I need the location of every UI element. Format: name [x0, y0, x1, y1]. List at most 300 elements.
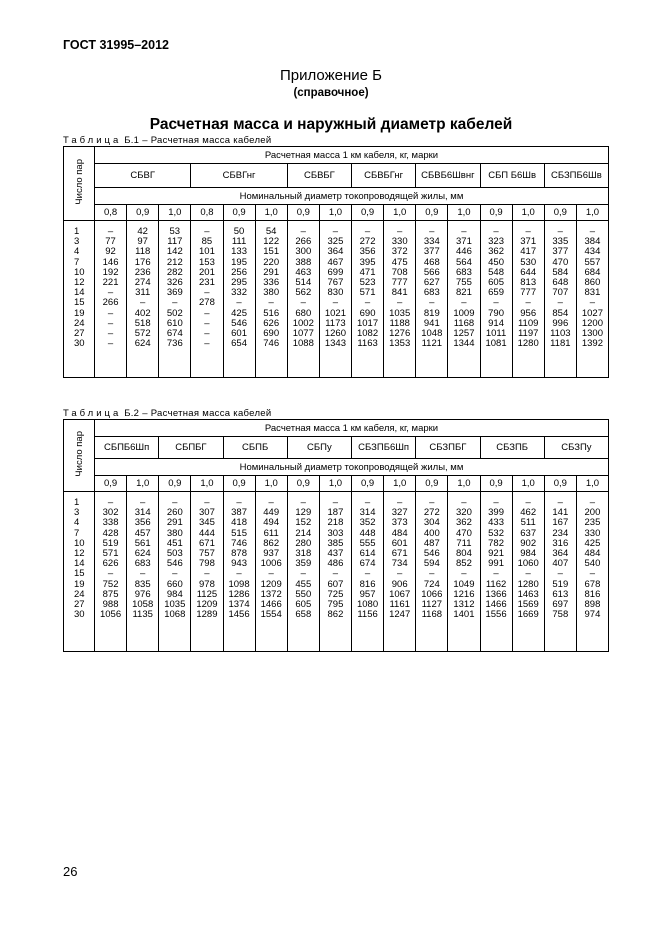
pairs-value: 3: [74, 236, 80, 248]
mass-value: 572: [134, 327, 151, 339]
mass-value: 330: [391, 236, 408, 248]
mass-value: 470: [552, 256, 569, 268]
mass-value: 1289: [196, 609, 218, 621]
mass-value: 654: [231, 338, 247, 350]
mass-value: 352: [359, 517, 376, 529]
mass-value: 484: [584, 547, 601, 559]
mass-value: –: [493, 297, 499, 309]
mass-value: 862: [263, 537, 280, 549]
mass-value: 1343: [324, 338, 346, 350]
mass-value: 707: [552, 287, 569, 299]
mass-value: 816: [584, 588, 601, 600]
mass-value: –: [236, 297, 242, 309]
mass-value: 1392: [581, 338, 603, 350]
mass-value: 314: [134, 507, 151, 519]
mass-value: 550: [295, 588, 312, 600]
mass-column: [127, 492, 159, 652]
mass-column: [384, 492, 416, 652]
mass-value: 50: [233, 226, 245, 237]
mass-value: 1163: [357, 338, 378, 350]
diameter-cell: 0,9: [127, 205, 159, 221]
pairs-value: 7: [74, 527, 80, 539]
table1-caption: [63, 135, 271, 146]
mass-value: 514: [295, 276, 312, 288]
diameter-cell: 1,0: [448, 476, 480, 492]
mass-value: 433: [488, 517, 504, 529]
mass-value: 1200: [581, 317, 603, 329]
mass-value: –: [300, 297, 306, 309]
brand-header: СБВБ6Швнг: [416, 164, 480, 188]
mass-value: 607: [327, 578, 344, 590]
mass-value: 311: [135, 287, 151, 299]
mass-value: 804: [456, 547, 472, 559]
mass-column: [544, 221, 576, 378]
mass-value: 371: [456, 236, 472, 248]
mass-value: 192: [102, 266, 119, 278]
mass-value: 484: [391, 527, 408, 539]
mass-value: 1173: [325, 317, 346, 329]
mass-column: [319, 492, 351, 652]
mass-value: –: [204, 307, 210, 319]
mass-value: 1035: [389, 307, 411, 319]
mass-column: [448, 492, 480, 652]
mass-value: 266: [295, 236, 312, 248]
mass-value: 336: [263, 276, 280, 288]
mass-value: 988: [102, 598, 119, 610]
mass-value: 303: [327, 527, 344, 539]
mass-value: 425: [231, 307, 247, 319]
mass-value: 1569: [517, 598, 539, 610]
mass-value: 711: [456, 537, 472, 549]
mass-value: –: [140, 568, 146, 580]
mass-value: 1209: [196, 598, 218, 610]
pairs-value: 10: [74, 537, 85, 549]
mass-value: 118: [135, 246, 151, 258]
mass-value: 571: [102, 547, 119, 559]
mass-value: 471: [359, 266, 376, 278]
mass-column: [95, 492, 127, 652]
mass-value: 708: [391, 266, 408, 278]
mass-value: 835: [134, 578, 151, 590]
diameter-cell: 0,9: [544, 476, 576, 492]
appendix-title: Приложение Б: [280, 67, 382, 84]
mass-value: 129: [295, 507, 312, 519]
mass-value: 291: [263, 266, 280, 278]
mass-value: –: [107, 226, 114, 237]
mass-column: [191, 492, 223, 652]
mass-value: 562: [295, 287, 312, 299]
pairs-value: 15: [74, 568, 85, 580]
brand-header: СБП Б6Шв: [480, 164, 544, 188]
mass-value: 425: [584, 537, 601, 549]
mass-value: 212: [166, 256, 183, 268]
mass-value: 557: [584, 256, 601, 268]
mass-value: 316: [552, 537, 569, 549]
diameter-cell: 1,0: [384, 476, 416, 492]
brand-header: СБПБ: [223, 437, 287, 459]
mass-value: 1312: [453, 598, 475, 610]
mass-value: 519: [552, 578, 569, 590]
pairs-value: 12: [74, 547, 85, 559]
mass-value: 373: [391, 517, 408, 529]
mass-value: –: [557, 226, 563, 237]
mass-value: 605: [488, 276, 504, 288]
mass-value: 1017: [356, 317, 379, 329]
mass-value: 991: [488, 558, 504, 570]
mass-value: 546: [166, 558, 183, 570]
pairs-count-label: Число пар: [73, 159, 85, 205]
mass-value: –: [429, 297, 435, 309]
diameter-cell: 0,9: [416, 205, 448, 221]
mass-value: 854: [552, 307, 569, 319]
mass-value: 1058: [132, 598, 154, 610]
mass-value: –: [107, 287, 114, 299]
table1: [63, 146, 609, 378]
table2-caption-text: Б.2 – Расчетная масса кабелей: [124, 408, 272, 419]
mass-value: 605: [295, 598, 312, 610]
mass-value: 548: [488, 266, 504, 278]
diameter-cell: 0,9: [159, 476, 191, 492]
diameter-cell: 1,0: [255, 205, 287, 221]
mass-value: 1109: [517, 317, 539, 329]
mass-value: –: [172, 497, 178, 508]
mass-value: 307: [199, 507, 215, 519]
mass-value: 984: [520, 547, 537, 559]
mass-value: 678: [584, 578, 601, 590]
mass-value: 468: [423, 256, 440, 268]
pairs-value: 24: [74, 588, 85, 600]
pairs-value: 4: [74, 246, 80, 258]
diameter-cell: 1,0: [384, 205, 416, 221]
mass-value: –: [429, 497, 435, 508]
mass-value: 546: [423, 547, 440, 559]
mass-column: [416, 492, 448, 652]
mass-value: 444: [199, 527, 215, 539]
mass-value: 813: [520, 276, 537, 288]
mass-value: 798: [199, 558, 215, 570]
mass-value: –: [589, 497, 596, 508]
mass-value: 795: [327, 598, 344, 610]
mass-value: 450: [488, 256, 504, 268]
mass-value: 1181: [550, 338, 571, 350]
mass-value: 418: [231, 517, 247, 529]
mass-value: 475: [391, 256, 408, 268]
table1-caption-word: Таблица: [63, 135, 122, 146]
mass-value: 1081: [485, 338, 507, 350]
mass-column: [287, 492, 319, 652]
mass-value: 1280: [517, 338, 539, 350]
mass-column: [127, 221, 159, 378]
mass-value: 1168: [421, 609, 443, 621]
mass-value: –: [493, 568, 499, 580]
mass-column: [512, 221, 544, 378]
mass-value: 1286: [228, 588, 250, 600]
mass-value: 399: [488, 507, 504, 519]
mass-column: [95, 221, 127, 378]
mass-value: 1209: [260, 578, 282, 590]
mass-value: 1125: [196, 588, 218, 600]
diameter-cell: 1,0: [255, 476, 287, 492]
mass-value: 318: [295, 547, 312, 559]
diameter-cell: 1,0: [127, 476, 159, 492]
mass-value: 697: [552, 598, 569, 610]
mass-value: 256: [231, 266, 247, 278]
mass-value: 266: [102, 297, 119, 309]
mass-column: [255, 221, 287, 378]
brand-header: СБЗПБ: [480, 437, 544, 459]
mass-column: [159, 221, 191, 378]
mass-value: 1060: [517, 558, 539, 570]
diameter-cell: 0,9: [480, 205, 512, 221]
mass-value: 1077: [292, 327, 314, 339]
mass-value: 176: [134, 256, 151, 268]
mass-value: 1466: [485, 598, 507, 610]
mass-value: 330: [584, 527, 601, 539]
mass-value: 683: [134, 558, 151, 570]
mass-value: 302: [102, 507, 119, 519]
mass-value: 387: [231, 507, 247, 519]
mass-value: 601: [231, 327, 247, 339]
diameter-cell: 0,9: [352, 476, 384, 492]
pairs-value: 24: [74, 317, 85, 329]
diameter-cell: 0,9: [95, 476, 127, 492]
mass-value: 449: [263, 507, 280, 519]
mass-value: 457: [134, 527, 151, 539]
mass-column: [191, 221, 223, 378]
mass-value: 502: [166, 307, 183, 319]
mass-value: 335: [552, 236, 569, 248]
mass-value: –: [525, 568, 531, 580]
mass-value: –: [429, 226, 435, 237]
mass-value: 97: [137, 236, 148, 248]
mass-value: 1168: [453, 317, 475, 329]
mass-column: [416, 221, 448, 378]
mass-value: 282: [166, 266, 183, 278]
brand-header: СБЗПу: [544, 437, 608, 459]
mass-value: 338: [102, 517, 119, 529]
mass-value: 53: [169, 226, 181, 237]
mass-value: 195: [231, 256, 247, 268]
mass-value: 690: [359, 307, 376, 319]
mass-value: –: [107, 497, 114, 508]
mass-value: 362: [456, 517, 472, 529]
mass-value: –: [557, 568, 563, 580]
pairs-value: 27: [74, 327, 85, 339]
mass-value: 364: [552, 547, 569, 559]
diameter-cell: 0,8: [191, 205, 223, 221]
mass-value: 523: [359, 276, 376, 288]
mass-value: –: [461, 568, 467, 580]
mass-value: –: [429, 568, 435, 580]
mass-value: 356: [134, 517, 151, 529]
mass-value: 274: [134, 276, 151, 288]
mass-value: 957: [359, 588, 376, 600]
mass-value: 101: [199, 246, 215, 258]
mass-value: 463: [295, 266, 312, 278]
mass-value: 898: [584, 598, 601, 610]
diameter-cell: 0,9: [416, 476, 448, 492]
pairs-value: 7: [74, 256, 80, 268]
mass-value: 1669: [517, 609, 539, 621]
mass-value: 1374: [228, 598, 250, 610]
mass-value: –: [397, 297, 403, 309]
mass-value: 320: [456, 507, 472, 519]
mass-value: 1098: [228, 578, 250, 590]
mass-value: 1121: [421, 338, 443, 350]
table2: [63, 419, 609, 652]
mass-value: 327: [391, 507, 408, 519]
mass-value: 380: [166, 527, 183, 539]
mass-value: 777: [391, 276, 408, 288]
mass-value: 151: [263, 246, 280, 258]
mass-value: 921: [488, 547, 504, 559]
brand-header: СБЗПБГ: [416, 437, 480, 459]
mass-value: 1056: [99, 609, 122, 621]
mass-value: 214: [295, 527, 312, 539]
mass-value: 725: [327, 588, 344, 600]
diameter-cell: 0,9: [480, 476, 512, 492]
mass-value: 530: [520, 256, 537, 268]
mass-value: 906: [391, 578, 408, 590]
mass-value: –: [140, 297, 146, 309]
mass-value: 332: [231, 287, 247, 299]
mass-value: 142: [166, 246, 183, 258]
mass-value: 1049: [453, 578, 475, 590]
mass-value: 369: [166, 287, 183, 299]
mass-value: 648: [552, 276, 569, 288]
mass-value: 1068: [164, 609, 186, 621]
mass-value: 540: [584, 558, 601, 570]
mass-value: 402: [134, 307, 151, 319]
mass-value: 428: [102, 527, 119, 539]
mass-value: –: [107, 327, 114, 339]
mass-value: 819: [423, 307, 440, 319]
mass-value: 153: [199, 256, 215, 268]
brand-header: СБПБГ: [159, 437, 223, 459]
mass-value: 674: [166, 327, 183, 339]
mass-value: 1260: [324, 327, 346, 339]
mass-value: 1021: [324, 307, 346, 319]
table1-caption-text: Б.1 – Расчетная масса кабелей: [124, 135, 272, 146]
mass-value: 92: [105, 246, 116, 258]
mass-value: 42: [137, 226, 148, 237]
mass-value: 976: [134, 588, 151, 600]
mass-value: 1276: [389, 327, 411, 339]
mass-value: 221: [102, 276, 119, 288]
mass-value: 451: [166, 537, 183, 549]
mass-value: 380: [263, 287, 280, 299]
mass-value: 1011: [485, 327, 507, 339]
mass-value: 956: [520, 307, 537, 319]
mass-value: 680: [295, 307, 312, 319]
mass-column: [576, 492, 608, 652]
mass-value: –: [525, 226, 531, 237]
mass-value: 757: [199, 547, 215, 559]
mass-value: 384: [584, 236, 601, 248]
document-header: ГОСТ 31995–2012: [63, 38, 169, 52]
mass-value: 231: [199, 276, 215, 288]
mass-value: –: [300, 497, 306, 508]
pairs-count-header: [64, 147, 95, 221]
mass-value: 671: [199, 537, 215, 549]
appendix-subtitle: (справочное): [293, 87, 369, 99]
mass-value: –: [172, 297, 178, 309]
mass-value: 494: [263, 517, 280, 529]
mass-value: –: [589, 568, 596, 580]
pairs-value: 30: [74, 609, 85, 621]
mass-value: –: [204, 287, 210, 299]
mass-value: 564: [456, 256, 472, 268]
diameter-cell: 0,9: [223, 205, 255, 221]
mass-column: [512, 492, 544, 652]
mass-value: 614: [359, 547, 376, 559]
mass-value: 1247: [389, 609, 411, 621]
mass-value: 455: [295, 578, 312, 590]
mass-value: 234: [552, 527, 569, 539]
mass-value: 486: [327, 558, 344, 570]
mass-value: 470: [456, 527, 472, 539]
mass-value: –: [332, 226, 339, 237]
mass-value: 503: [166, 547, 183, 559]
mass-value: 1280: [517, 578, 539, 590]
mass-value: 388: [295, 256, 312, 268]
mass-value: –: [140, 497, 146, 508]
mass-value: –: [557, 497, 563, 508]
diameter-cell: 1,0: [159, 205, 191, 221]
mass-value: 487: [423, 537, 440, 549]
mass-value: 996: [552, 317, 569, 329]
mass-value: 767: [327, 276, 344, 288]
mass-column: [159, 492, 191, 652]
mass-value: –: [397, 568, 403, 580]
mass-value: –: [525, 297, 531, 309]
mass-value: –: [557, 297, 563, 309]
brand-header: СБПБ6Шп: [95, 437, 159, 459]
mass-value: 532: [488, 527, 504, 539]
pairs-value: 27: [74, 598, 85, 610]
mass-value: 626: [263, 317, 280, 329]
diameter-cell: 0,9: [223, 476, 255, 492]
mass-value: 326: [166, 276, 183, 288]
mass-value: 519: [102, 537, 119, 549]
pairs-value: 12: [74, 276, 85, 288]
mass-value: 220: [263, 256, 280, 268]
pairs-column: [64, 221, 95, 378]
mass-value: 291: [166, 517, 183, 529]
mass-value: 660: [166, 578, 183, 590]
mass-value: 734: [391, 558, 408, 570]
mass-value: 1067: [389, 588, 411, 600]
mass-value: 978: [199, 578, 215, 590]
mass-value: 516: [263, 307, 280, 319]
mass-value: 683: [423, 287, 440, 299]
mass-header: Расчетная масса 1 км кабеля, кг, марки: [95, 147, 609, 164]
mass-value: 1009: [453, 307, 475, 319]
mass-value: 1554: [260, 609, 282, 621]
mass-value: 54: [265, 226, 277, 237]
mass-value: –: [364, 297, 371, 309]
mass-value: 755: [456, 276, 472, 288]
mass-value: –: [107, 307, 114, 319]
mass-value: 518: [134, 317, 151, 329]
mass-value: 325: [327, 236, 344, 248]
mass-value: 746: [263, 338, 280, 350]
pairs-value: 19: [74, 578, 85, 590]
mass-value: 462: [520, 507, 537, 519]
mass-value: 1135: [132, 609, 153, 621]
mass-value: 167: [552, 517, 569, 529]
mass-value: 117: [167, 236, 183, 248]
